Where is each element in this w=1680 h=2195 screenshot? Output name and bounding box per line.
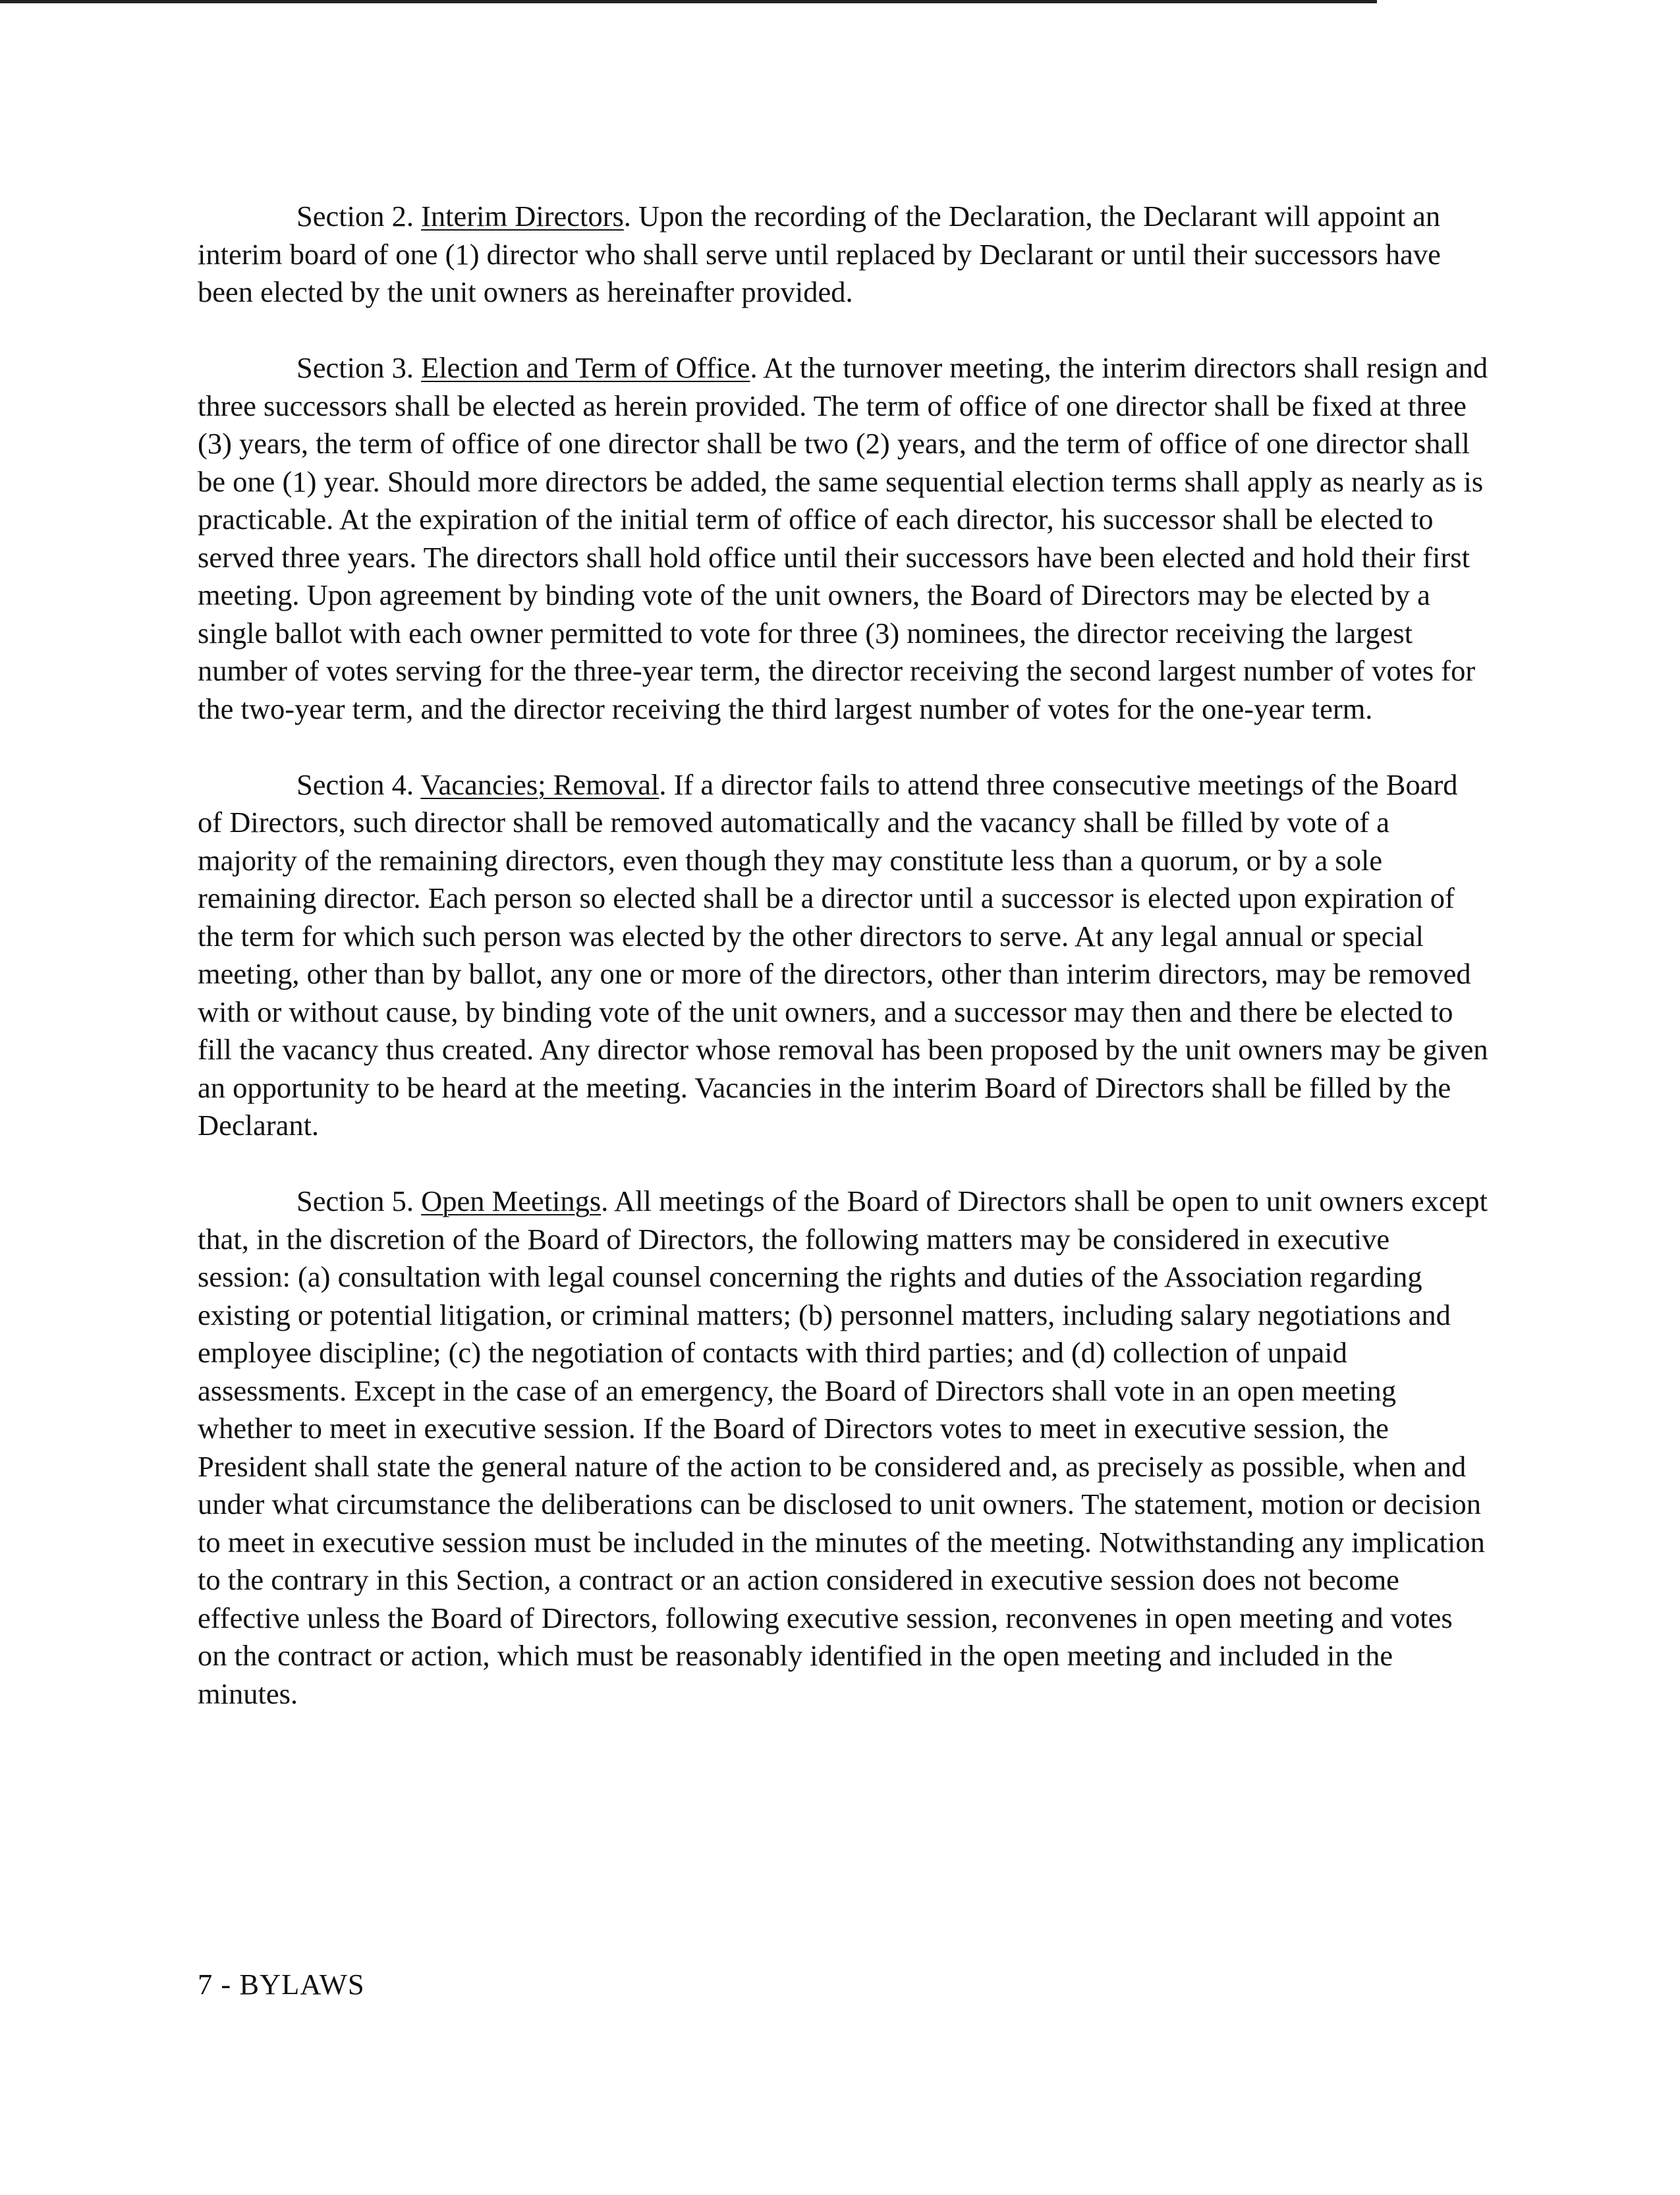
section-label: Section 3. [296, 351, 414, 384]
section-label: Section 2. [296, 200, 414, 233]
section-3 [198, 349, 1489, 728]
section-heading: Election and Term of Office [421, 351, 750, 384]
section-text: . If a director fails to attend three consecutive meetings of the Board of Directors, such director shall be removed automatically and the vacancy shall be filled by vote of a majority of the remaining directors, even though they may constitute less than a quorum, or by a sole remaining director. Each person so elected shall be a director until a successor is elected upon expiration of the term for which such person was elected by the other directors to serve. At any legal annual or special meeting, other than by ballot, any one or more of the directors, other than interim directors, may be removed with or without cause, by binding vote of the unit owners, and a successor may then and there be elected to fill the vacancy thus created. Any director whose removal has been proposed by the unit owners may be given an opportunity to be heard at the meeting. Vacancies in the interim Board of Directors shall be filled by the Declarant. [198, 767, 1488, 1142]
document-page [198, 198, 1489, 1751]
section-4 [198, 766, 1489, 1145]
section-heading: Open Meetings [421, 1184, 602, 1217]
section-2 [198, 198, 1489, 312]
section-heading: Vacancies; Removal [420, 767, 659, 801]
section-text: . At the turnover meeting, the interim directors shall resign and three successors shall be elected as herein provided. The term of office of one director shall be fixed at three (3) years, the term of office of one director shall be two (2) years, and the term of office of one director shall be one (1) year. Should more directors be added, the same sequential election terms shall apply as nearly as is practicable. At the expiration of the initial term of office of each director, his successor shall be elected to served three years. The directors shall hold office until their successors have been elected and hold their first meeting. Upon agreement by binding vote of the unit owners, the Board of Directors may be elected by a single ballot with each owner permitted to vote for three (3) nominees, the director receiving the largest number of votes serving for the three-year term, the director receiving the second largest number of votes for the two-year term, and the director receiving the third largest number of votes for the one-year term. [198, 351, 1488, 725]
section-heading: Interim Directors [421, 200, 624, 233]
section-label: Section 5. [296, 1184, 414, 1217]
section-text: . Upon the recording of the Declaration, the Declarant will appoint an interim board of one (1) director who shall serve until replaced by Declarant or until their successors have been elected by the unit owners as hereinafter provided. [198, 200, 1441, 308]
page-footer: 7 - BYLAWS [198, 1968, 365, 2001]
top-scan-border [0, 0, 1377, 3]
section-5 [198, 1182, 1489, 1713]
section-text: . All meetings of the Board of Directors shall be open to unit owners except that, in the discretion of the Board of Directors, the following matters may be considered in executive session: (a) consultation with legal counsel concerning the rights and duties of the Association regarding existing or potential litigation, or criminal matters; (b) personnel matters, including salary negotiations and employee discipline; (c) the negotiation of contacts with third parties; and (d) collection of unpaid assessments. Except in the case of an emergency, the Board of Directors shall vote in an open meeting whether to meet in executive session. If the Board of Directors votes to meet in executive session, the President shall state the general nature of the action to be considered and, as precisely as possible, when and under what circumstance the deliberations can be disclosed to unit owners. The statement, motion or decision to meet in executive session must be included in the minutes of the meeting. Notwithstanding any implication to the contrary in this Section, a contract or an action considered in executive session does not become effective unless the Board of Directors, following executive session, reconvenes in open meeting and votes on the contract or action, which must be reasonably identified in the open meeting and included in the minutes. [198, 1184, 1488, 1710]
section-label: Section 4. [296, 767, 414, 801]
